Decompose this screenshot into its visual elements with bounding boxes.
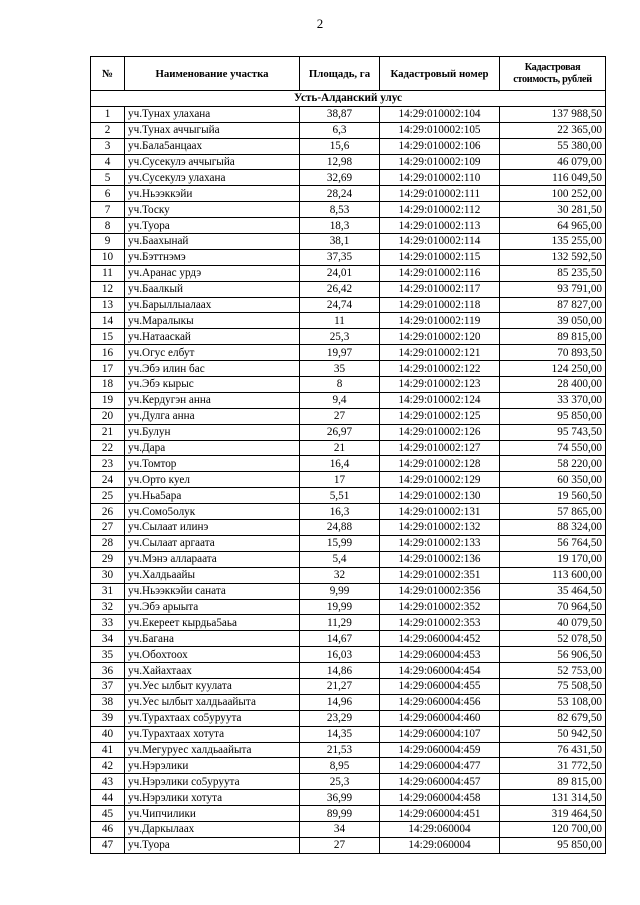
plot-name: уч.Тоску xyxy=(125,202,300,218)
cadastral-cost: 31 772,50 xyxy=(500,758,606,774)
cadastral-cost: 19 170,00 xyxy=(500,551,606,567)
cadastral-number: 14:29:010002:121 xyxy=(380,345,500,361)
cadastral-cost: 58 220,00 xyxy=(500,456,606,472)
plot-area: 35 xyxy=(300,361,380,377)
plot-area: 11,29 xyxy=(300,615,380,631)
cadastral-number: 14:29:010002:128 xyxy=(380,456,500,472)
table-header-row xyxy=(91,57,606,91)
row-number: 37 xyxy=(91,678,125,694)
row-number: 43 xyxy=(91,774,125,790)
plot-area: 9,99 xyxy=(300,583,380,599)
plot-area: 24,74 xyxy=(300,297,380,313)
cadastral-cost: 113 600,00 xyxy=(500,567,606,583)
cadastral-number: 14:29:010002:129 xyxy=(380,472,500,488)
table-row xyxy=(91,234,606,250)
plot-area: 36,99 xyxy=(300,790,380,806)
plot-area: 14,35 xyxy=(300,726,380,742)
cadastral-cost: 75 508,50 xyxy=(500,678,606,694)
cadastral-number: 14:29:060004:107 xyxy=(380,726,500,742)
row-number: 2 xyxy=(91,122,125,138)
row-number: 39 xyxy=(91,710,125,726)
table-row xyxy=(91,472,606,488)
cadastral-number: 14:29:010002:117 xyxy=(380,281,500,297)
cadastral-cost: 88 324,00 xyxy=(500,520,606,536)
plot-area: 8,53 xyxy=(300,202,380,218)
cadastral-number: 14:29:060004 xyxy=(380,821,500,837)
row-number: 23 xyxy=(91,456,125,472)
row-number: 22 xyxy=(91,440,125,456)
cadastral-number: 14:29:010002:110 xyxy=(380,170,500,186)
row-number: 35 xyxy=(91,647,125,663)
cadastral-cost: 132 592,50 xyxy=(500,249,606,265)
header-cadastral-cost: Кадастровая стоимость, рублей xyxy=(500,57,606,91)
cadastral-cost: 70 893,50 xyxy=(500,345,606,361)
table-row xyxy=(91,249,606,265)
row-number: 29 xyxy=(91,551,125,567)
table-row xyxy=(91,837,606,853)
table-row xyxy=(91,154,606,170)
table-row xyxy=(91,710,606,726)
row-number: 28 xyxy=(91,535,125,551)
cadastral-number: 14:29:060004:460 xyxy=(380,710,500,726)
cadastral-number: 14:29:010002:133 xyxy=(380,535,500,551)
plot-name: уч.Сылаат аргаата xyxy=(125,535,300,551)
plot-area: 26,97 xyxy=(300,424,380,440)
cadastral-number: 14:29:060004:456 xyxy=(380,694,500,710)
row-number: 18 xyxy=(91,377,125,393)
table-row xyxy=(91,488,606,504)
header-number: № xyxy=(91,57,125,91)
table-row xyxy=(91,790,606,806)
row-number: 9 xyxy=(91,234,125,250)
cadastral-cost: 19 560,50 xyxy=(500,488,606,504)
cadastral-cost: 56 764,50 xyxy=(500,535,606,551)
cadastral-number: 14:29:010002:112 xyxy=(380,202,500,218)
plot-area: 21,27 xyxy=(300,678,380,694)
cadastral-number: 14:29:060004:455 xyxy=(380,678,500,694)
cadastral-cost: 82 679,50 xyxy=(500,710,606,726)
plot-area: 6,3 xyxy=(300,122,380,138)
plot-area: 8,95 xyxy=(300,758,380,774)
plot-area: 37,35 xyxy=(300,249,380,265)
plot-name: уч.Барыллыалаах xyxy=(125,297,300,313)
row-number: 45 xyxy=(91,806,125,822)
header-cadastral-number: Кадастровый номер xyxy=(380,57,500,91)
plot-name: уч.Дара xyxy=(125,440,300,456)
plot-area: 5,4 xyxy=(300,551,380,567)
cadastral-number: 14:29:010002:115 xyxy=(380,249,500,265)
plot-area: 27 xyxy=(300,408,380,424)
row-number: 13 xyxy=(91,297,125,313)
row-number: 44 xyxy=(91,790,125,806)
row-number: 3 xyxy=(91,138,125,154)
cadastral-number: 14:29:010002:352 xyxy=(380,599,500,615)
table-row xyxy=(91,726,606,742)
plot-area: 24,88 xyxy=(300,520,380,536)
cadastral-cost: 89 815,00 xyxy=(500,774,606,790)
plot-name: уч.Багана xyxy=(125,631,300,647)
cadastral-cost: 85 235,50 xyxy=(500,265,606,281)
plot-name: уч.Екереет кырдьа5аьа xyxy=(125,615,300,631)
row-number: 12 xyxy=(91,281,125,297)
plot-name: уч.Тунах улахана xyxy=(125,106,300,122)
table-row xyxy=(91,265,606,281)
row-number: 17 xyxy=(91,361,125,377)
row-number: 38 xyxy=(91,694,125,710)
plot-area: 19,99 xyxy=(300,599,380,615)
row-number: 36 xyxy=(91,663,125,679)
plot-name: уч.Чипчилики xyxy=(125,806,300,822)
cadastral-cost: 28 400,00 xyxy=(500,377,606,393)
cadastral-cost: 22 365,00 xyxy=(500,122,606,138)
plot-name: уч.Бэттнэмэ xyxy=(125,249,300,265)
row-number: 21 xyxy=(91,424,125,440)
table-row xyxy=(91,138,606,154)
cadastral-number: 14:29:010002:113 xyxy=(380,218,500,234)
row-number: 42 xyxy=(91,758,125,774)
cadastral-cost: 39 050,00 xyxy=(500,313,606,329)
cadastral-cost: 137 988,50 xyxy=(500,106,606,122)
plot-area: 27 xyxy=(300,837,380,853)
table-row xyxy=(91,774,606,790)
plot-area: 34 xyxy=(300,821,380,837)
cadastral-cost: 319 464,50 xyxy=(500,806,606,822)
plot-name: уч.Туора xyxy=(125,837,300,853)
table-row xyxy=(91,106,606,122)
plot-name: уч.Баалкый xyxy=(125,281,300,297)
cadastral-cost: 56 906,50 xyxy=(500,647,606,663)
table-row xyxy=(91,313,606,329)
plot-name: уч.Дулга анна xyxy=(125,408,300,424)
table-row xyxy=(91,504,606,520)
cadastral-cost: 33 370,00 xyxy=(500,392,606,408)
cadastral-cost: 135 255,00 xyxy=(500,234,606,250)
plot-area: 28,24 xyxy=(300,186,380,202)
cadastral-number: 14:29:010002:353 xyxy=(380,615,500,631)
row-number: 26 xyxy=(91,504,125,520)
table-row xyxy=(91,631,606,647)
plot-area: 8 xyxy=(300,377,380,393)
plot-area: 18,3 xyxy=(300,218,380,234)
table-row xyxy=(91,551,606,567)
table-row xyxy=(91,202,606,218)
region-row xyxy=(91,91,606,107)
cadastral-number: 14:29:060004:477 xyxy=(380,758,500,774)
cadastral-number: 14:29:010002:118 xyxy=(380,297,500,313)
cadastral-number: 14:29:010002:136 xyxy=(380,551,500,567)
table-row xyxy=(91,742,606,758)
table-row xyxy=(91,567,606,583)
cadastral-cost: 76 431,50 xyxy=(500,742,606,758)
cadastral-number: 14:29:060004 xyxy=(380,837,500,853)
cadastral-number: 14:29:060004:451 xyxy=(380,806,500,822)
plot-area: 5,51 xyxy=(300,488,380,504)
table-row xyxy=(91,122,606,138)
table-row xyxy=(91,456,606,472)
plot-name: уч.Мегурyес халдьаайыта xyxy=(125,742,300,758)
row-number: 46 xyxy=(91,821,125,837)
plot-name: уч.Нэрэлики xyxy=(125,758,300,774)
cadastral-cost: 55 380,00 xyxy=(500,138,606,154)
plot-area: 25,3 xyxy=(300,329,380,345)
cadastral-number: 14:29:060004:454 xyxy=(380,663,500,679)
table-row xyxy=(91,615,606,631)
plot-area: 12,98 xyxy=(300,154,380,170)
plot-area: 15,99 xyxy=(300,535,380,551)
cadastral-number: 14:29:010002:114 xyxy=(380,234,500,250)
cadastral-number: 14:29:010002:124 xyxy=(380,392,500,408)
header-area: Площадь, га xyxy=(300,57,380,91)
plot-area: 26,42 xyxy=(300,281,380,297)
cadastral-cost: 64 965,00 xyxy=(500,218,606,234)
plot-name: уч.Булун xyxy=(125,424,300,440)
plot-area: 23,29 xyxy=(300,710,380,726)
row-number: 19 xyxy=(91,392,125,408)
cadastral-cost: 87 827,00 xyxy=(500,297,606,313)
plot-name: уч.Эбэ кырыс xyxy=(125,377,300,393)
table-row xyxy=(91,599,606,615)
page-number: 2 xyxy=(316,16,324,31)
row-number: 15 xyxy=(91,329,125,345)
row-number: 7 xyxy=(91,202,125,218)
row-number: 10 xyxy=(91,249,125,265)
plot-name: уч.Хайахтаах xyxy=(125,663,300,679)
row-number: 5 xyxy=(91,170,125,186)
cadastral-cost: 70 964,50 xyxy=(500,599,606,615)
row-number: 4 xyxy=(91,154,125,170)
plot-name: уч.Баахынай xyxy=(125,234,300,250)
cadastral-number: 14:29:060004:457 xyxy=(380,774,500,790)
header-plot-name: Наименование участка xyxy=(125,57,300,91)
cadastral-number: 14:29:010002:116 xyxy=(380,265,500,281)
cadastral-number: 14:29:010002:105 xyxy=(380,122,500,138)
plot-name: уч.Турахтаах хотута xyxy=(125,726,300,742)
cadastral-cost: 95 743,50 xyxy=(500,424,606,440)
table-row xyxy=(91,520,606,536)
table-row xyxy=(91,424,606,440)
cadastral-cost: 93 791,00 xyxy=(500,281,606,297)
cadastral-cost: 124 250,00 xyxy=(500,361,606,377)
cadastral-number: 14:29:010002:122 xyxy=(380,361,500,377)
cadastral-number: 14:29:060004:453 xyxy=(380,647,500,663)
plot-area: 14,86 xyxy=(300,663,380,679)
plot-area: 32 xyxy=(300,567,380,583)
table-row xyxy=(91,408,606,424)
table-row xyxy=(91,647,606,663)
plot-name: уч.Обохтоох xyxy=(125,647,300,663)
cadastral-number: 14:29:060004:452 xyxy=(380,631,500,647)
cadastral-cost: 50 942,50 xyxy=(500,726,606,742)
cadastral-cost: 35 464,50 xyxy=(500,583,606,599)
cadastral-number: 14:29:010002:131 xyxy=(380,504,500,520)
row-number: 31 xyxy=(91,583,125,599)
plot-name: уч.Нэрэлики со5уруута xyxy=(125,774,300,790)
cadastral-cost: 46 079,00 xyxy=(500,154,606,170)
plot-name: уч.Сомо5олук xyxy=(125,504,300,520)
cadastral-cost: 53 108,00 xyxy=(500,694,606,710)
cadastral-cost: 131 314,50 xyxy=(500,790,606,806)
table-row xyxy=(91,361,606,377)
plot-name: уч.Уес ылбыт куулата xyxy=(125,678,300,694)
table-row xyxy=(91,694,606,710)
table-row xyxy=(91,329,606,345)
cadastral-number: 14:29:010002:132 xyxy=(380,520,500,536)
plot-name: уч.Маралыкы xyxy=(125,313,300,329)
plot-area: 89,99 xyxy=(300,806,380,822)
cadastral-cost: 95 850,00 xyxy=(500,837,606,853)
plot-area: 11 xyxy=(300,313,380,329)
row-number: 30 xyxy=(91,567,125,583)
cadastral-number: 14:29:010002:130 xyxy=(380,488,500,504)
plot-name: уч.Огус елбут xyxy=(125,345,300,361)
cadastral-cost: 30 281,50 xyxy=(500,202,606,218)
row-number: 11 xyxy=(91,265,125,281)
table-row xyxy=(91,663,606,679)
plot-name: уч.Ньээккэйи саната xyxy=(125,583,300,599)
plot-area: 24,01 xyxy=(300,265,380,281)
cadastral-cost: 95 850,00 xyxy=(500,408,606,424)
plot-name: уч.Аранас урдэ xyxy=(125,265,300,281)
cadastral-cost: 57 865,00 xyxy=(500,504,606,520)
table-row xyxy=(91,186,606,202)
region-name: Усть-Алданский улус xyxy=(91,91,606,107)
cadastral-number: 14:29:010002:119 xyxy=(380,313,500,329)
row-number: 47 xyxy=(91,837,125,853)
table-row xyxy=(91,758,606,774)
plot-name: уч.Натааскай xyxy=(125,329,300,345)
plot-name: уч.Кердугэн анна xyxy=(125,392,300,408)
row-number: 14 xyxy=(91,313,125,329)
cadastral-number: 14:29:010002:126 xyxy=(380,424,500,440)
plot-name: уч.Сылаат илинэ xyxy=(125,520,300,536)
plot-name: уч.Халдьаайы xyxy=(125,567,300,583)
table-row xyxy=(91,345,606,361)
table-row xyxy=(91,377,606,393)
plot-name: уч.Турахтаах со5уруута xyxy=(125,710,300,726)
cadastral-cost: 60 350,00 xyxy=(500,472,606,488)
row-number: 1 xyxy=(91,106,125,122)
cadastral-cost: 89 815,00 xyxy=(500,329,606,345)
cadastral-number: 14:29:010002:356 xyxy=(380,583,500,599)
plot-area: 16,03 xyxy=(300,647,380,663)
cadastral-cost: 100 252,00 xyxy=(500,186,606,202)
row-number: 40 xyxy=(91,726,125,742)
plot-name: уч.Орто куел xyxy=(125,472,300,488)
row-number: 6 xyxy=(91,186,125,202)
table-row xyxy=(91,281,606,297)
cadastral-cost: 52 753,00 xyxy=(500,663,606,679)
plot-area: 25,3 xyxy=(300,774,380,790)
plot-name: уч.Ньээккэйи xyxy=(125,186,300,202)
cadastral-number: 14:29:060004:458 xyxy=(380,790,500,806)
plot-name: уч.Сусекулэ аччыгыйа xyxy=(125,154,300,170)
row-number: 8 xyxy=(91,218,125,234)
cadastral-cost: 120 700,00 xyxy=(500,821,606,837)
cadastral-cost: 52 078,50 xyxy=(500,631,606,647)
plot-area: 19,97 xyxy=(300,345,380,361)
table-row xyxy=(91,440,606,456)
cadastral-number: 14:29:010002:125 xyxy=(380,408,500,424)
plot-name: уч.Ньа5ара xyxy=(125,488,300,504)
plot-area: 21 xyxy=(300,440,380,456)
row-number: 34 xyxy=(91,631,125,647)
table-row xyxy=(91,218,606,234)
cadastral-number: 14:29:010002:106 xyxy=(380,138,500,154)
cadastral-number: 14:29:010002:111 xyxy=(380,186,500,202)
plot-name: уч.Тунах аччыгыйа xyxy=(125,122,300,138)
plot-area: 14,96 xyxy=(300,694,380,710)
table-row xyxy=(91,806,606,822)
plot-name: уч.Томтор xyxy=(125,456,300,472)
cadastral-number: 14:29:010002:351 xyxy=(380,567,500,583)
table-row xyxy=(91,392,606,408)
cadastral-number: 14:29:010002:104 xyxy=(380,106,500,122)
plot-area: 15,6 xyxy=(300,138,380,154)
cadastral-cost: 40 079,50 xyxy=(500,615,606,631)
plot-area: 16,3 xyxy=(300,504,380,520)
plot-name: уч.Уес ылбыт халдьаайыта xyxy=(125,694,300,710)
row-number: 24 xyxy=(91,472,125,488)
plot-area: 38,87 xyxy=(300,106,380,122)
cadastral-cost: 116 049,50 xyxy=(500,170,606,186)
plot-name: уч.Эбэ арыыта xyxy=(125,599,300,615)
row-number: 20 xyxy=(91,408,125,424)
table-row xyxy=(91,583,606,599)
row-number: 41 xyxy=(91,742,125,758)
table-row xyxy=(91,678,606,694)
plot-name: уч.Эбэ илин бас xyxy=(125,361,300,377)
table-row xyxy=(91,535,606,551)
row-number: 27 xyxy=(91,520,125,536)
row-number: 25 xyxy=(91,488,125,504)
table-row xyxy=(91,821,606,837)
cadastral-number: 14:29:010002:109 xyxy=(380,154,500,170)
plot-area: 32,69 xyxy=(300,170,380,186)
plot-name: уч.Нэрэлики хотута xyxy=(125,790,300,806)
plot-area: 14,67 xyxy=(300,631,380,647)
cadastral-cost: 74 550,00 xyxy=(500,440,606,456)
row-number: 33 xyxy=(91,615,125,631)
plot-name: уч.Туора xyxy=(125,218,300,234)
row-number: 32 xyxy=(91,599,125,615)
plot-area: 38,1 xyxy=(300,234,380,250)
plot-name: уч.Мэнэ алларaата xyxy=(125,551,300,567)
plot-name: уч.Бала5анцаах xyxy=(125,138,300,154)
plot-area: 21,53 xyxy=(300,742,380,758)
plot-name: уч.Сусекулэ улахана xyxy=(125,170,300,186)
row-number: 16 xyxy=(91,345,125,361)
plot-area: 17 xyxy=(300,472,380,488)
table-row xyxy=(91,170,606,186)
table-row xyxy=(91,297,606,313)
land-plots-table xyxy=(90,56,606,854)
plot-name: уч.Даркылаах xyxy=(125,821,300,837)
cadastral-number: 14:29:010002:123 xyxy=(380,377,500,393)
cadastral-number: 14:29:060004:459 xyxy=(380,742,500,758)
plot-area: 16,4 xyxy=(300,456,380,472)
cadastral-number: 14:29:010002:127 xyxy=(380,440,500,456)
cadastral-number: 14:29:010002:120 xyxy=(380,329,500,345)
plot-area: 9,4 xyxy=(300,392,380,408)
